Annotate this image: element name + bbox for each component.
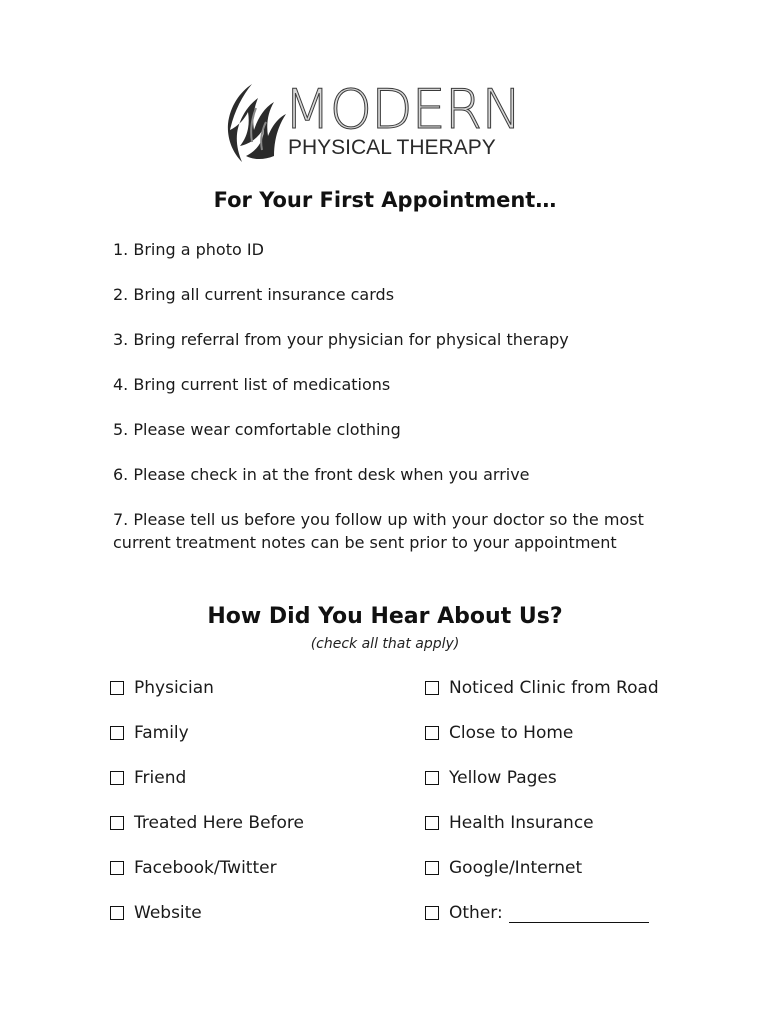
option-label: Noticed Clinic from Road	[449, 678, 659, 698]
option-label: Family	[134, 723, 189, 743]
checkbox[interactable]	[425, 726, 439, 740]
option-family[interactable]	[110, 723, 189, 743]
option-yellow-pages[interactable]	[425, 768, 557, 788]
logo-wordmark: MODERN	[284, 78, 521, 141]
option-physician[interactable]	[110, 678, 214, 698]
option-label: Close to Home	[449, 723, 574, 743]
first-appointment-heading: For Your First Appointment…	[213, 188, 557, 212]
checkbox-row	[110, 903, 670, 929]
list-item: 7. Please tell us before you follow up with your doctor so the most current treatment notes can be sent prior to your appointment	[113, 510, 644, 552]
option-google-internet[interactable]	[425, 858, 582, 878]
list-item: 4. Bring current list of medications	[113, 375, 391, 394]
option-friend[interactable]	[110, 768, 186, 788]
checkbox[interactable]	[425, 816, 439, 830]
list-item: 3. Bring referral from your physician for physical therapy	[113, 330, 569, 349]
checkbox-row	[110, 678, 670, 704]
checkbox[interactable]	[425, 906, 439, 920]
wing-logo-icon	[218, 78, 288, 166]
check-all-note: (check all that apply)	[310, 636, 460, 652]
option-label: Website	[134, 903, 202, 923]
list-item: 6. Please check in at the front desk when you arrive	[113, 465, 530, 484]
hear-about-us-heading: How Did You Hear About Us?	[207, 604, 563, 629]
checkbox[interactable]	[110, 816, 124, 830]
option-health-insurance[interactable]	[425, 813, 594, 833]
checkbox[interactable]	[425, 681, 439, 695]
option-label: Other:	[449, 903, 503, 923]
option-label: Facebook/Twitter	[134, 858, 277, 878]
option-facebook-twitter[interactable]	[110, 858, 277, 878]
other-write-in-line[interactable]	[509, 904, 649, 923]
option-label: Physician	[134, 678, 214, 698]
option-website[interactable]	[110, 903, 202, 923]
option-treated-before[interactable]	[110, 813, 304, 833]
option-close-to-home[interactable]	[425, 723, 573, 743]
option-noticed-clinic[interactable]	[425, 678, 659, 698]
checkbox[interactable]	[110, 906, 124, 920]
checkbox[interactable]	[110, 681, 124, 695]
option-label: Friend	[134, 768, 187, 788]
checkbox[interactable]	[110, 861, 124, 875]
logo	[218, 78, 521, 168]
checkbox-row	[110, 768, 670, 794]
option-other[interactable]	[425, 903, 649, 923]
option-label: Treated Here Before	[134, 813, 304, 833]
list-item: 1. Bring a photo ID	[113, 240, 264, 259]
option-label: Google/Internet	[449, 858, 583, 878]
checkbox-row	[110, 858, 670, 884]
checkbox[interactable]	[425, 861, 439, 875]
logo-subtitle: PHYSICAL THERAPY	[288, 136, 496, 159]
checkbox[interactable]	[110, 771, 124, 785]
checkbox-row	[110, 723, 670, 749]
option-label: Health Insurance	[449, 813, 594, 833]
list-item: 5. Please wear comfortable clothing	[113, 420, 401, 439]
checkbox[interactable]	[425, 771, 439, 785]
list-item: 2. Bring all current insurance cards	[113, 285, 395, 304]
checkbox[interactable]	[110, 726, 124, 740]
checkbox-row	[110, 813, 670, 839]
option-label: Yellow Pages	[449, 768, 557, 788]
